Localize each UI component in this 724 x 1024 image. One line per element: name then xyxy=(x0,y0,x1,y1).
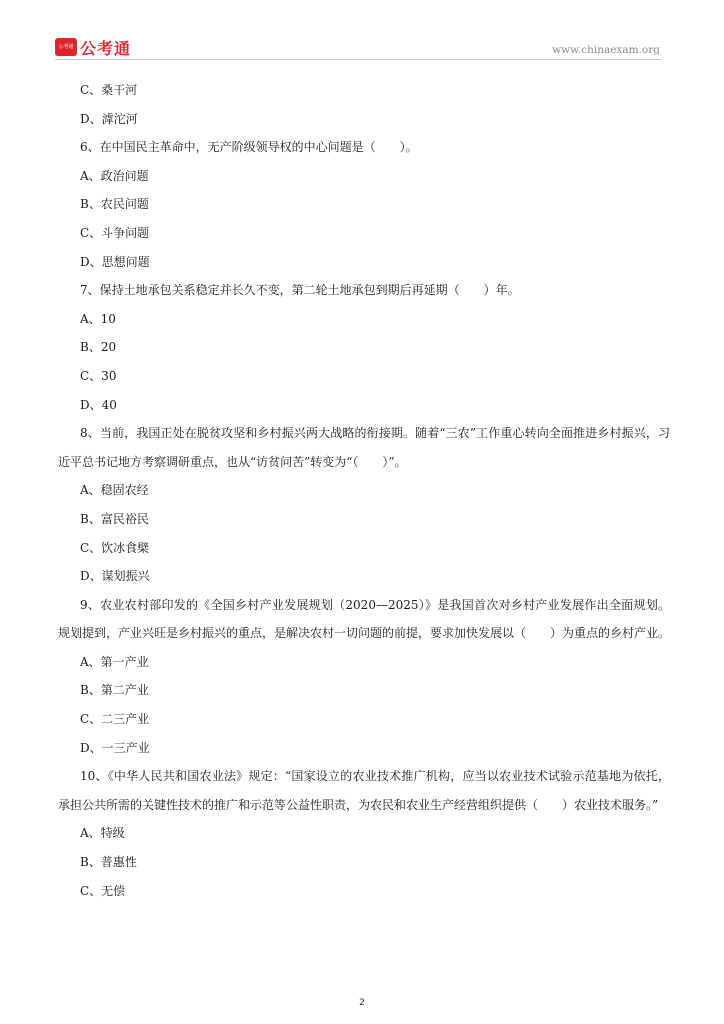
logo xyxy=(55,37,131,57)
option-line: B、20 xyxy=(80,340,117,355)
question-10: 10、《中华人民共和国农业法》规定：“国家设立的农业技术推广机构，应当以农业技术试验示范基地为依托，承担公共所需的关键性技术的推广和示范等公益性职责，为农民和农业生产经营组织提供（ ）农业技术服务。” xyxy=(58,769,670,812)
option-line: D、一三产业 xyxy=(80,740,150,755)
logo-badge-icon: 公考通 xyxy=(55,38,77,56)
site-url: www.chinaexam.org xyxy=(552,44,660,56)
option-line: C、30 xyxy=(80,368,117,383)
option-line: D、思想问题 xyxy=(80,254,150,269)
option-line: D、40 xyxy=(80,397,117,412)
option-line: A、特级 xyxy=(80,826,125,841)
option-line: C、饮冰食檗 xyxy=(80,540,150,555)
option-line: C、无偿 xyxy=(80,883,126,898)
option-line: D、谋划振兴 xyxy=(80,569,150,584)
option-line: C、斗争问题 xyxy=(80,225,150,240)
page-content xyxy=(58,76,670,905)
option-line: A、政治问题 xyxy=(80,168,149,183)
option-line: A、稳固农经 xyxy=(80,483,149,498)
logo-text: 公考通 xyxy=(80,38,132,58)
question-7: 7、保持土地承包关系稳定并长久不变，第二轮土地承包到期后再延期（ ）年。 xyxy=(80,283,520,298)
option-line: A、第一产业 xyxy=(80,654,149,669)
page-header xyxy=(0,0,724,60)
option-line: C、二三产业 xyxy=(80,712,150,727)
question-9: 9、农业农村部印发的《全国乡村产业发展规划（2020—2025）》是我国首次对乡村产业发展作出全面规划。规划提到，产业兴旺是乡村振兴的重点，是解决农村一切问题的前提，要求加快发展以（ ）为重点的乡村产业。 xyxy=(58,597,671,641)
header-divider xyxy=(55,59,661,60)
option-line: B、第二产业 xyxy=(80,683,149,698)
page-number: 2 xyxy=(359,998,365,1008)
option-line: B、普惠性 xyxy=(80,855,137,870)
option-line: A、10 xyxy=(80,311,116,326)
option-line: D、滹沱河 xyxy=(80,111,138,126)
option-line: B、农民问题 xyxy=(80,197,149,212)
option-line: B、富民裕民 xyxy=(80,511,149,526)
question-8: 8、当前，我国正处在脱贫攻坚和乡村振兴两大战略的衔接期。随着“三农”工作重心转向全面推进乡村振兴，习近平总书记地方考察调研重点，也从“访贫问苦”转变为“（ ）”。 xyxy=(58,426,670,469)
option-line: C、桑干河 xyxy=(80,83,138,97)
question-6: 6、在中国民主革命中，无产阶级领导权的中心问题是（ ）。 xyxy=(80,140,418,155)
